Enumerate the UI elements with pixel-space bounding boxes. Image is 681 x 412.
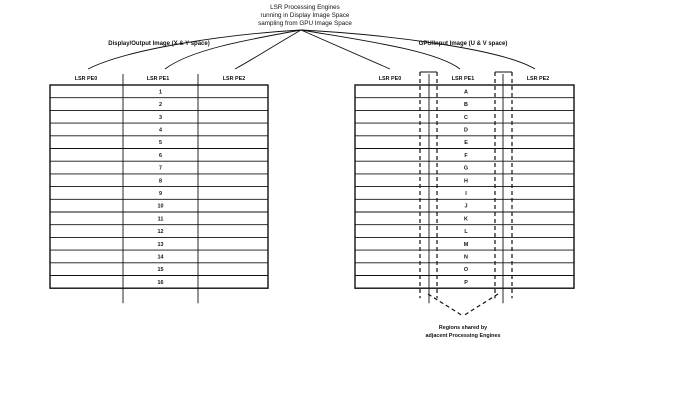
engine-mapping-arcs	[88, 30, 535, 69]
right-row-label-f: F	[464, 152, 468, 159]
left-row-label-2: 2	[159, 102, 162, 109]
right-row-label-a: A	[464, 89, 468, 96]
left-row-label-10: 10	[157, 203, 164, 210]
left-row-label-14: 14	[157, 254, 164, 261]
left-row-label-16: 16	[157, 279, 164, 286]
caption-center-line-2: running in Display Image Space	[260, 12, 350, 19]
right-row-label-m: M	[463, 241, 469, 248]
left-row-label-8: 8	[159, 178, 162, 185]
right-image-title: GPU/Input Image (U & V space)	[418, 41, 508, 47]
right-row-label-e: E	[464, 140, 468, 147]
caption-center-line-3: sampling from GPU Image Space	[258, 20, 352, 27]
right-row-label-l: L	[464, 229, 468, 236]
left-row-label-1: 1	[159, 89, 162, 96]
right-row-label-h: H	[464, 178, 468, 185]
left-col-header-pe0: LSR PE0	[74, 76, 98, 82]
left-col-header-pe1: LSR PE1	[146, 76, 170, 82]
left-row-label-12: 12	[157, 229, 164, 236]
right-col-header-pe0: LSR PE0	[378, 76, 402, 82]
pointer-left	[428, 294, 463, 316]
left-row-label-5: 5	[159, 140, 162, 147]
left-row-label-4: 4	[159, 127, 162, 134]
left-row-label-11: 11	[157, 216, 164, 223]
shared-caption-line-1: Regions shared by	[438, 325, 488, 331]
pointer-right	[463, 294, 498, 316]
right-col-header-pe2: LSR PE2	[526, 76, 550, 82]
left-row-label-6: 6	[159, 152, 162, 159]
right-row-label-b: B	[464, 102, 468, 109]
left-row-label-15: 15	[157, 267, 164, 274]
gpu-image-row-labels	[464, 89, 469, 286]
caption-center-line-1: LSR Processing Engines	[270, 4, 340, 11]
shared-caption-line-2: adjacent Processing Engines	[425, 333, 501, 339]
left-row-label-13: 13	[157, 241, 164, 248]
left-image-title: Display/Output Image (X & Y space)	[108, 41, 210, 47]
right-row-label-o: O	[463, 267, 469, 274]
right-row-label-j: J	[464, 203, 468, 210]
right-row-label-n: N	[464, 254, 468, 261]
left-col-header-pe2: LSR PE2	[222, 76, 246, 82]
left-row-label-3: 3	[159, 114, 162, 121]
right-row-label-d: D	[464, 127, 468, 134]
right-col-header-pe1: LSR PE1	[451, 76, 475, 82]
display-image-row-labels	[158, 89, 164, 286]
shared-region-pointers	[428, 294, 498, 316]
left-row-label-7: 7	[159, 165, 162, 172]
right-row-label-c: C	[464, 114, 468, 121]
right-row-label-p: P	[464, 279, 468, 286]
left-row-label-9: 9	[159, 190, 162, 197]
right-row-label-k: K	[464, 216, 468, 223]
right-row-label-i: I	[465, 190, 467, 197]
right-row-label-g: G	[463, 165, 469, 172]
